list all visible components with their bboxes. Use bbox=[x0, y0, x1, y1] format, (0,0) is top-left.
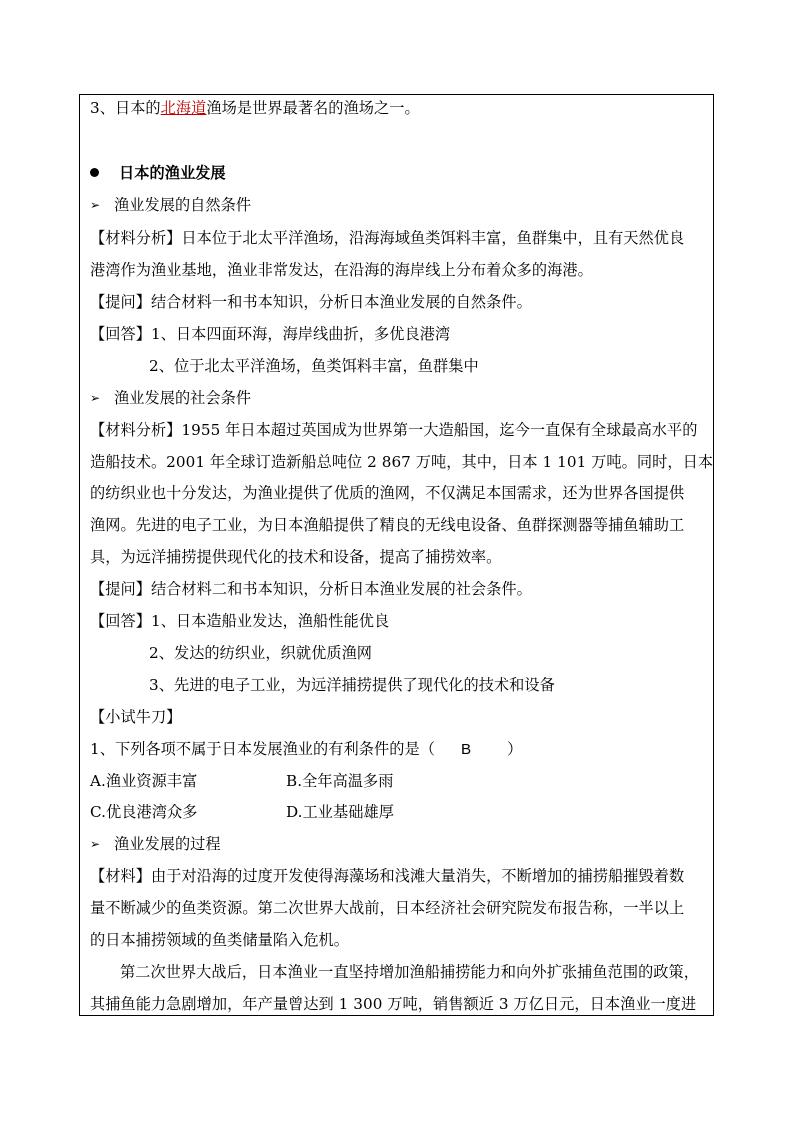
hokkaido-link[interactable]: 北海道 bbox=[160, 99, 207, 117]
quiz-options-row2 bbox=[90, 800, 707, 824]
material1-line1: 【材料分析】日本位于北太平洋渔场，沿海海域鱼类饵料丰富，鱼群集中，且有天然优良 bbox=[90, 229, 685, 247]
subheading-natural bbox=[90, 193, 707, 217]
option-a: A.渔业资源丰富 bbox=[90, 772, 198, 790]
answer1-item2: 2、位于北太平洋渔场，鱼类饵料丰富，鱼群集中 bbox=[149, 357, 479, 375]
option-d: D.工业基础雄厚 bbox=[286, 803, 394, 821]
material3-line1: 【材料】由于对沿海的过度开发使得海藻场和浅滩大量消失，不断增加的捕捞船摧毁着数 bbox=[90, 867, 685, 885]
material2-line3: 的纺织业也十分发达，为渔业提供了优质的渔网，不仅满足本国需求，还为世界各国提供 bbox=[90, 484, 685, 502]
arrow-bullet-icon: ➢ bbox=[90, 837, 101, 851]
intro-prefix: 3、日本的 bbox=[90, 99, 161, 117]
material3-line3: 的日本捕捞领域的鱼类储量陷入危机。 bbox=[90, 931, 350, 949]
sub3-title: 渔业发展的过程 bbox=[114, 835, 221, 853]
sub2-title: 渔业发展的社会条件 bbox=[114, 389, 252, 407]
arrow-bullet-icon: ➢ bbox=[90, 391, 101, 405]
quiz-answer: B bbox=[460, 741, 472, 758]
answer2-item3: 3、先进的电子工业，为远洋捕捞提供了现代化的技术和设备 bbox=[149, 676, 555, 694]
answer1-item1: 【回答】1、日本四面环海，海岸线曲折，多优良港湾 bbox=[90, 325, 451, 343]
arrow-bullet-icon: ➢ bbox=[90, 198, 101, 212]
answer2-item2: 2、发达的纺织业，织就优质渔网 bbox=[149, 644, 373, 662]
quiz-question-close: ） bbox=[507, 740, 523, 758]
paragraph-line2: 其捕鱼能力急剧增加，年产量曾达到 1 300 万吨，销售额近 3 万亿日元，日本渔业一度进 bbox=[90, 995, 697, 1013]
material2-line4: 渔网。先进的电子工业，为日本渔船提供了精良的无线电设备、鱼群探测器等捕鱼辅助工 bbox=[90, 516, 685, 534]
subheading-social bbox=[90, 386, 707, 410]
material3-line2: 量不断减少的鱼类资源。第二次世界大战前，日本经济社会研究院发布报告称，一半以上 bbox=[90, 899, 685, 917]
bullet-icon bbox=[90, 168, 99, 177]
question1: 【提问】结合材料一和书本知识，分析日本渔业发展的自然条件。 bbox=[90, 293, 532, 311]
section-heading bbox=[90, 161, 707, 185]
paragraph-line1: 第二次世界大战后，日本渔业一直坚持增加渔船捕捞能力和向外扩张捕鱼范围的政策， bbox=[120, 963, 700, 981]
option-c: C.优良港湾众多 bbox=[90, 803, 198, 821]
quiz-question-text: 1、下列各项不属于日本发展渔业的有利条件的是（ bbox=[90, 740, 435, 758]
content-table-cell bbox=[79, 94, 714, 1016]
material2-line1: 【材料分析】1955 年日本超过英国成为世界第一大造船国，迄今一直保有全球最高水平的 bbox=[90, 421, 698, 439]
material1-line2: 港湾作为渔业基地，渔业非常发达，在沿海的海岸线上分布着众多的海港。 bbox=[90, 261, 593, 279]
quiz-question bbox=[90, 737, 707, 761]
question2: 【提问】结合材料二和书本知识，分析日本渔业发展的社会条件。 bbox=[90, 580, 532, 598]
intro-line bbox=[90, 96, 707, 120]
intro-suffix: 渔场是世界最著名的渔场之一。 bbox=[206, 99, 420, 117]
quiz-title: 【小试牛刀】 bbox=[90, 708, 182, 726]
answer2-item1: 【回答】1、日本造船业发达，渔船性能优良 bbox=[90, 612, 390, 630]
section-title: 日本的渔业发展 bbox=[119, 164, 226, 182]
subheading-process bbox=[90, 832, 707, 856]
material2-line5: 具，为远洋捕捞提供现代化的技术和设备，提高了捕捞效率。 bbox=[90, 548, 502, 566]
sub1-title: 渔业发展的自然条件 bbox=[114, 196, 252, 214]
quiz-options-row1 bbox=[90, 769, 707, 793]
option-b: B.全年高温多雨 bbox=[286, 772, 394, 790]
material2-line2: 造船技术。2001 年全球订造新船总吨位 2 867 万吨，其中，日本 1 101 万吨。同时，日本 bbox=[90, 453, 714, 471]
